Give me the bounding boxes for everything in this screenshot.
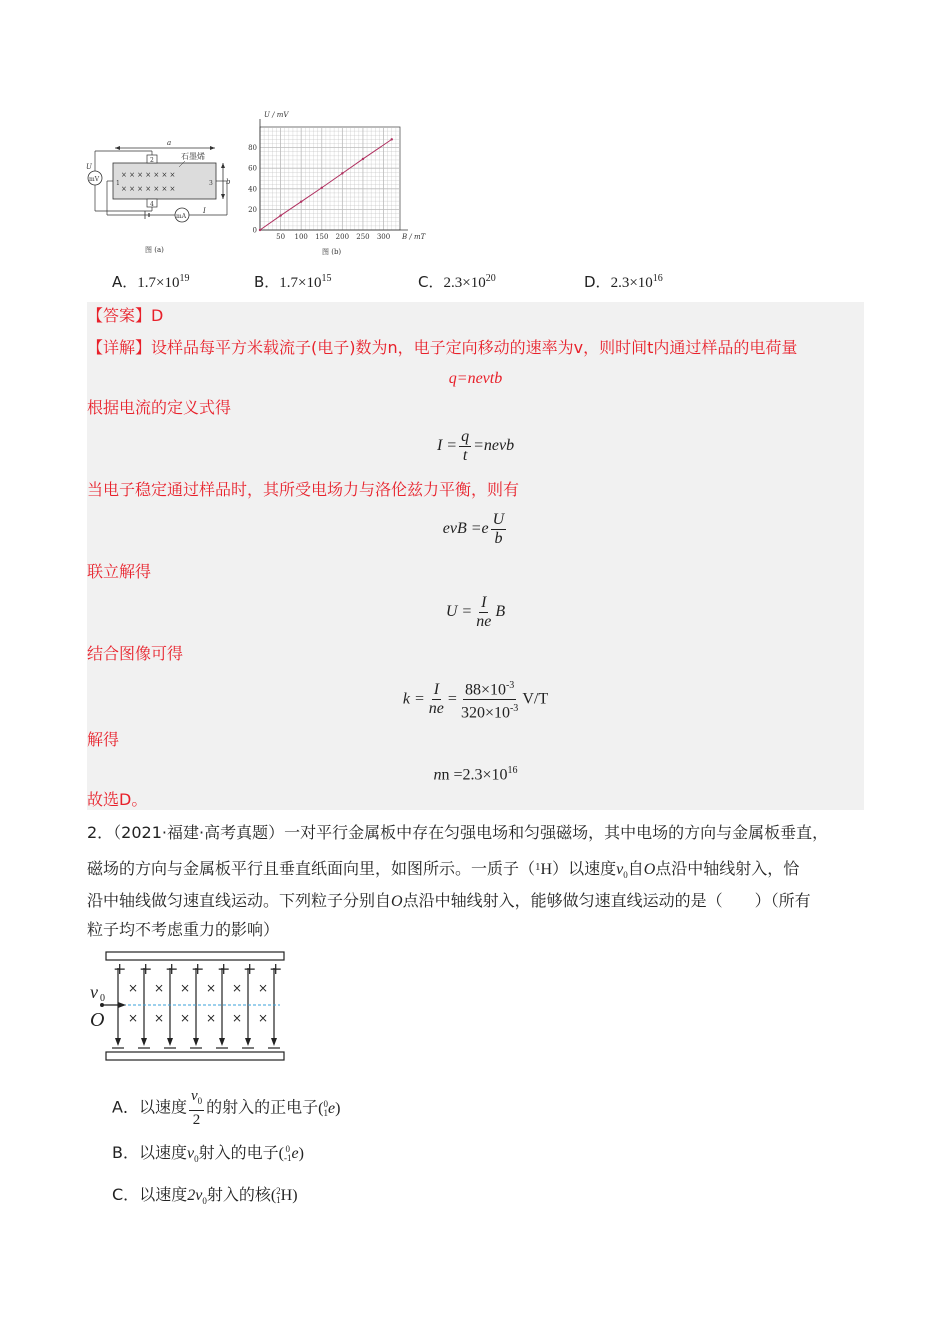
svg-text:× × × × × × ×: × × × × × × × <box>121 171 176 179</box>
field-cross: × <box>180 981 191 995</box>
q2-line1: 2．（2021·福建·高考真题）一对平行金属板中存在匀强电场和匀强磁场，其中电场的方向与金属板垂直， <box>87 823 829 842</box>
q2-line4: 粒子均不考虑重力的影响） <box>87 920 280 939</box>
plus-sign: + <box>165 959 179 978</box>
svg-text:I: I <box>203 207 206 215</box>
plus-sign: + <box>269 959 283 978</box>
answer-line: 【答案】D <box>87 306 164 325</box>
plus-sign: + <box>139 959 153 978</box>
field-cross: × <box>180 1011 191 1025</box>
field-arrow-icon <box>141 1038 147 1046</box>
field-cross: × <box>128 1011 139 1025</box>
q1-option-d[interactable]: D．$2.3\times 10^{16}$ <box>584 273 663 291</box>
field-arrow-icon <box>245 1038 251 1046</box>
x-tick-label: 100 <box>294 233 308 241</box>
field-cross: × <box>154 981 165 995</box>
eq2: I = $\frac{q}{t}$ =nevb <box>436 428 515 464</box>
field-cross: × <box>232 981 243 995</box>
figure-b-chart <box>242 110 426 262</box>
q1-option-a[interactable]: A．$1.7\times 10^{19}$ <box>112 273 190 291</box>
field-cross: × <box>232 1011 243 1025</box>
text3: 当电子稳定通过样品时，其所受电场力与洛伦兹力平衡，则有 <box>87 480 520 499</box>
q1-option-b[interactable]: B．$1.7\times 10^{15}$ <box>254 273 332 291</box>
q2-line2: 磁场的方向与金属板平行且垂直纸面向里，如图所示。一质子（$^1$H）以速度$v_0$自O点沿中轴线射入，恰 <box>87 859 800 881</box>
field-cross: × <box>128 981 139 995</box>
plus-sign: + <box>113 959 127 978</box>
plus-sign: + <box>243 959 257 978</box>
x-tick-label: 300 <box>376 233 391 241</box>
y-tick-label: 0 <box>252 226 257 235</box>
eq3: evB =e $\frac{U}{b}$ <box>442 511 505 547</box>
data-point <box>391 138 393 140</box>
field-arrow-icon <box>219 1038 225 1046</box>
parallel-plates-figure <box>88 950 293 1062</box>
x-tick-label: 200 <box>335 233 350 241</box>
q2-option-b[interactable]: B．以速度$v_0$射入的电子( 0 -1e) <box>112 1143 304 1165</box>
svg-text:2: 2 <box>150 157 154 164</box>
y-tick-label: 20 <box>248 205 257 214</box>
svg-text:mA: mA <box>176 213 187 220</box>
bottom-plate <box>106 1052 284 1060</box>
field-cross: × <box>258 981 269 995</box>
x-tick-label: 250 <box>356 233 370 241</box>
svg-text:O: O <box>90 1009 105 1031</box>
data-point <box>279 214 281 216</box>
field-arrow-icon <box>115 1038 121 1046</box>
q1-option-c[interactable]: C．$2.3\times 10^{20}$ <box>418 273 496 291</box>
svg-text:v: v <box>90 982 98 1002</box>
label-a: a <box>167 139 172 147</box>
field-arrow-icon <box>167 1038 173 1046</box>
x-tick-label: 150 <box>315 233 329 241</box>
y-axis-label: U / mV <box>264 111 289 119</box>
field-cross: × <box>258 1011 269 1025</box>
q2-option-a[interactable]: A．以速度 $\frac{v_0}{2}$ 的射入的正电子(0 1e) <box>112 1088 341 1128</box>
svg-text:U: U <box>86 163 92 171</box>
field-arrow-icon <box>271 1038 277 1046</box>
detail-line: 【详解】设样品每平方米载流子(电子)数为n，电子定向移动的速率为v，则时间t内通过样品的电荷量 <box>87 338 798 357</box>
data-point <box>300 200 302 202</box>
data-point <box>259 229 261 231</box>
eq4: U = $\frac{I}{ne}$ B <box>445 594 506 630</box>
q2-line3: 沿中轴线做匀速直线运动。下列粒子分别自O点沿中轴线射入，能够做匀速直线运动的是（ ）（所有 <box>87 891 811 910</box>
data-point <box>362 158 364 160</box>
field-cross: × <box>206 981 217 995</box>
data-point <box>321 187 323 189</box>
text6: 解得 <box>87 730 120 749</box>
svg-text:b: b <box>226 178 231 186</box>
data-point <box>341 172 343 174</box>
figure-b-caption: 图 (b) <box>322 248 342 256</box>
y-tick-label: 40 <box>248 185 257 194</box>
text4: 联立解得 <box>87 562 152 581</box>
eq1: q=nevtb <box>448 370 503 387</box>
plus-sign: + <box>217 959 231 978</box>
q2-option-c[interactable]: C．以速度$2v_0$射入的核(2 1H) <box>112 1185 298 1207</box>
svg-text:0: 0 <box>100 993 105 1004</box>
field-cross: × <box>154 1011 165 1025</box>
figure-a-circuit <box>85 135 235 260</box>
final-line: 故选D。 <box>87 790 148 809</box>
text5: 结合图像可得 <box>87 644 184 663</box>
y-tick-label: 60 <box>248 164 257 173</box>
field-cross: × <box>206 1011 217 1025</box>
svg-text:× × × × × × ×: × × × × × × × <box>121 185 176 193</box>
x-tick-label: 50 <box>276 233 286 241</box>
text2: 根据电流的定义式得 <box>87 398 232 417</box>
figure-a-caption: 图 (a) <box>145 246 164 254</box>
svg-text:3: 3 <box>209 180 213 187</box>
velocity-arrow-icon <box>118 1002 126 1008</box>
label-graphene: 石墨烯 <box>181 152 205 161</box>
plus-sign: + <box>191 959 205 978</box>
svg-text:1: 1 <box>116 180 120 187</box>
x-axis-label: B / mT <box>402 233 426 241</box>
svg-text:4: 4 <box>150 201 154 208</box>
svg-text:mV: mV <box>89 176 100 183</box>
y-tick-label: 80 <box>248 144 257 153</box>
eq6: nn $=2.3\times 10^{16}$ <box>433 765 518 784</box>
field-arrow-icon <box>193 1038 199 1046</box>
eq5: k = $\frac{I}{ne}$ = $\frac{88\times 10^{-3}}{320\times 10^{-3}}$ V/T <box>87 677 864 723</box>
